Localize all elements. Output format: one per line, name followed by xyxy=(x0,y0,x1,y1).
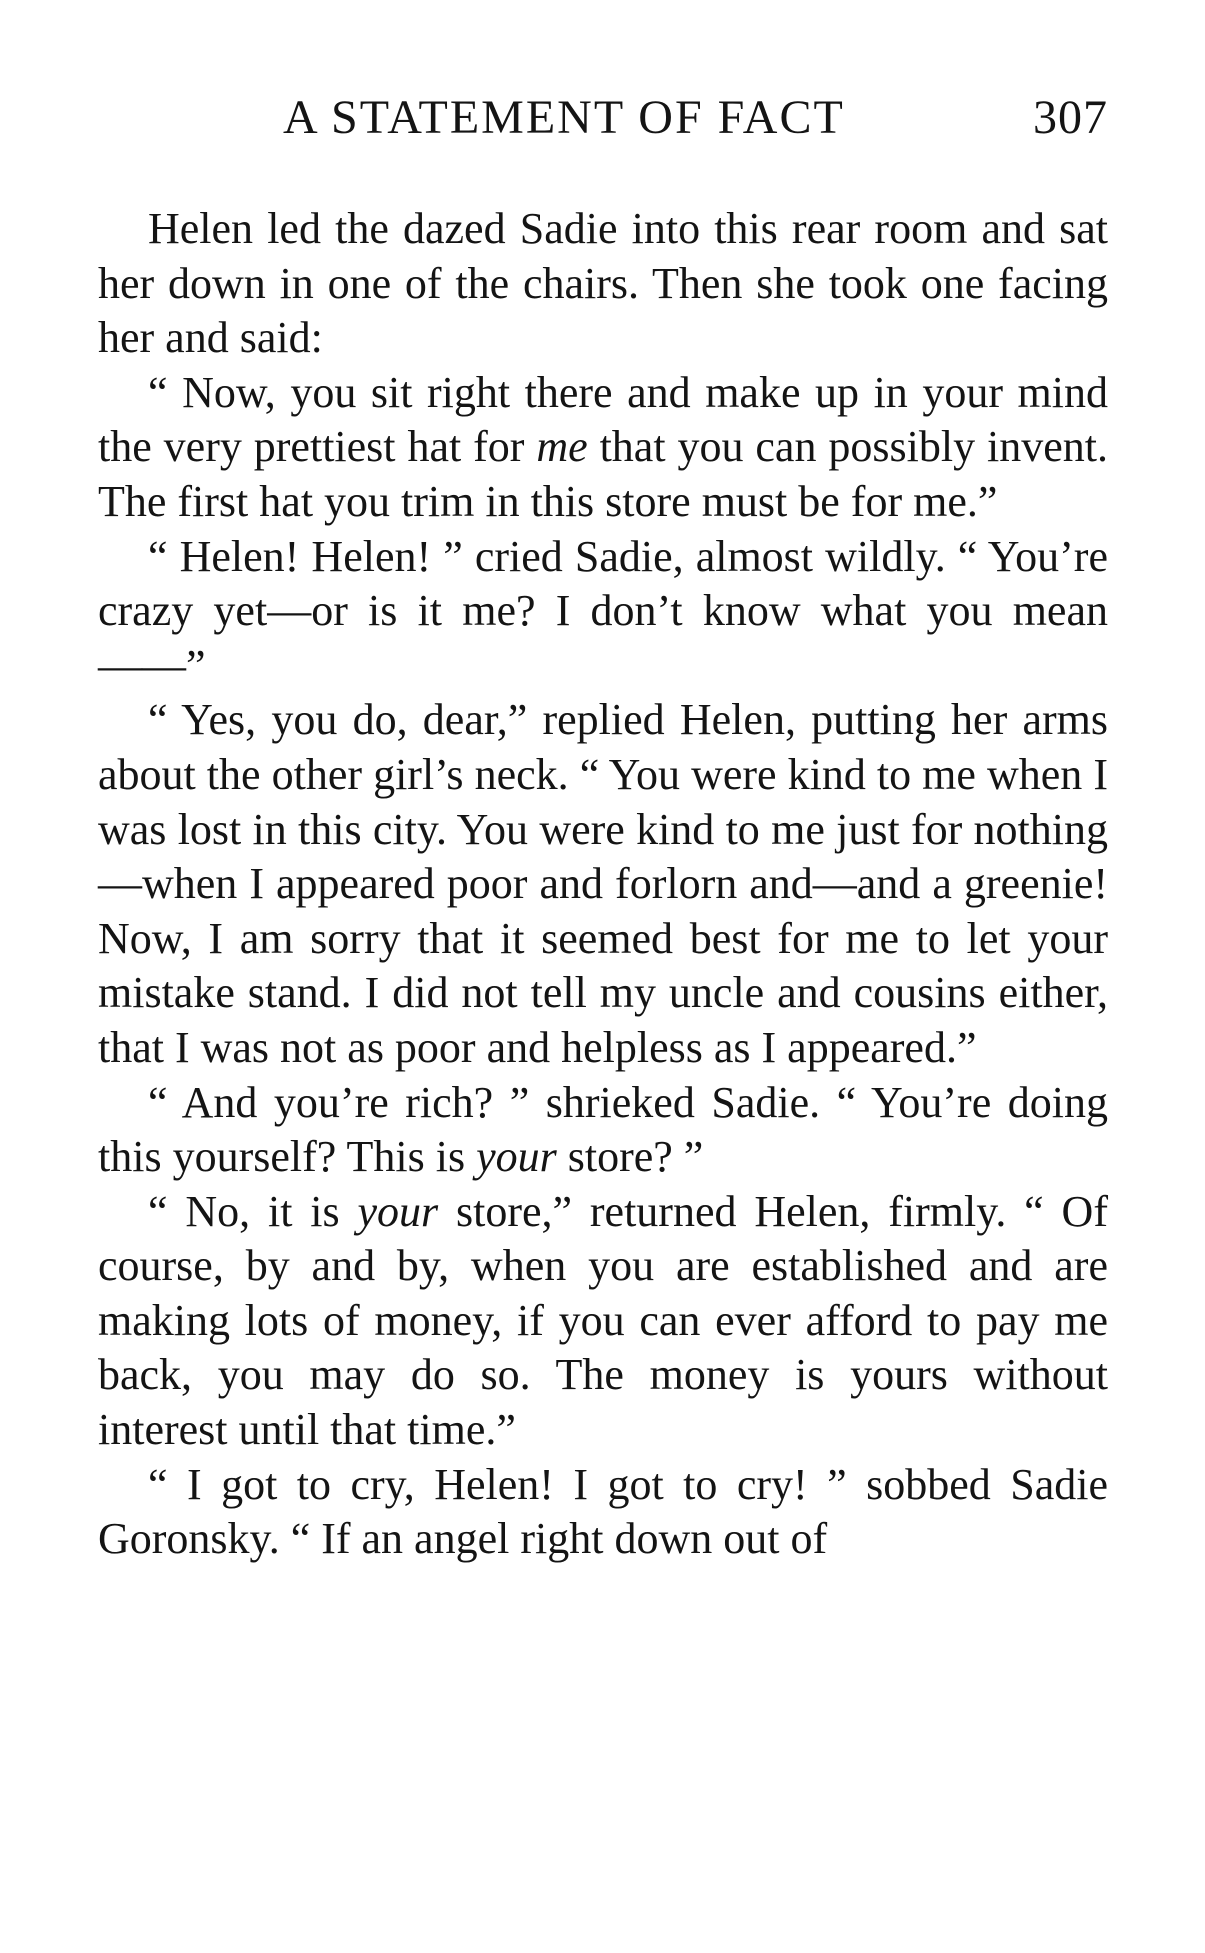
paragraph xyxy=(98,530,1108,694)
paragraph xyxy=(98,366,1108,530)
text-segment: “ Now, you sit right there and make up in your mind the very prettiest hat for xyxy=(98,367,1108,472)
text-segment: “ And you’re rich? ” shrieked Sadie. “ You’re doing this yourself? This is xyxy=(98,1077,1108,1182)
paragraph xyxy=(98,202,1108,366)
running-head xyxy=(98,90,1108,160)
text-segment: Helen led the dazed Sadie into this rear room and sat her down in one of the chairs. Then she took one facing her and said: xyxy=(98,204,1108,363)
italic-text: me xyxy=(536,422,588,472)
text-segment: that you can possibly invent. The first hat you trim in this store must be for me.” xyxy=(98,422,1108,526)
text-segment: “ Helen! Helen! ” cried Sadie, almost wildly. “ You’re crazy yet—or is it me? I don’t know what you mean——” xyxy=(98,531,1108,690)
italic-text: your xyxy=(476,1132,557,1182)
body-text xyxy=(98,202,1108,1567)
italic-text: your xyxy=(357,1186,439,1236)
text-segment: store? ” xyxy=(556,1132,704,1182)
paragraph xyxy=(98,1076,1108,1185)
running-title: A STATEMENT OF FACT xyxy=(283,91,845,144)
text-segment: “ I got to cry, Helen! I got to cry! ” sobbed Sadie Goronsky. “ If an angel right down out of xyxy=(98,1459,1108,1564)
text-segment: “ No, it is xyxy=(148,1186,358,1236)
book-page xyxy=(98,90,1108,1567)
paragraph xyxy=(98,693,1108,1075)
text-segment: “ Yes, you do, dear,” replied Helen, putting her arms about the other girl’s neck. “ You were kind to me when I was lost in this city. You were kind to me just for nothing—when I appeared poor and forlorn and—and a greenie! Now, I am sorry that it seemed best for me to let your mistake stand. I did not tell my uncle and cousins either, that I was not as poor and helpless as I appeared.” xyxy=(98,695,1108,1072)
paragraph xyxy=(98,1185,1108,1458)
paragraph xyxy=(98,1458,1108,1567)
page-number: 307 xyxy=(1033,91,1108,144)
text-segment: store,” returned Helen, firmly. “ Of course, by and by, when you are established and are making lots of money, if you can ever afford to pay me back, you may do so. The money is yours without interest until that time.” xyxy=(98,1186,1108,1455)
